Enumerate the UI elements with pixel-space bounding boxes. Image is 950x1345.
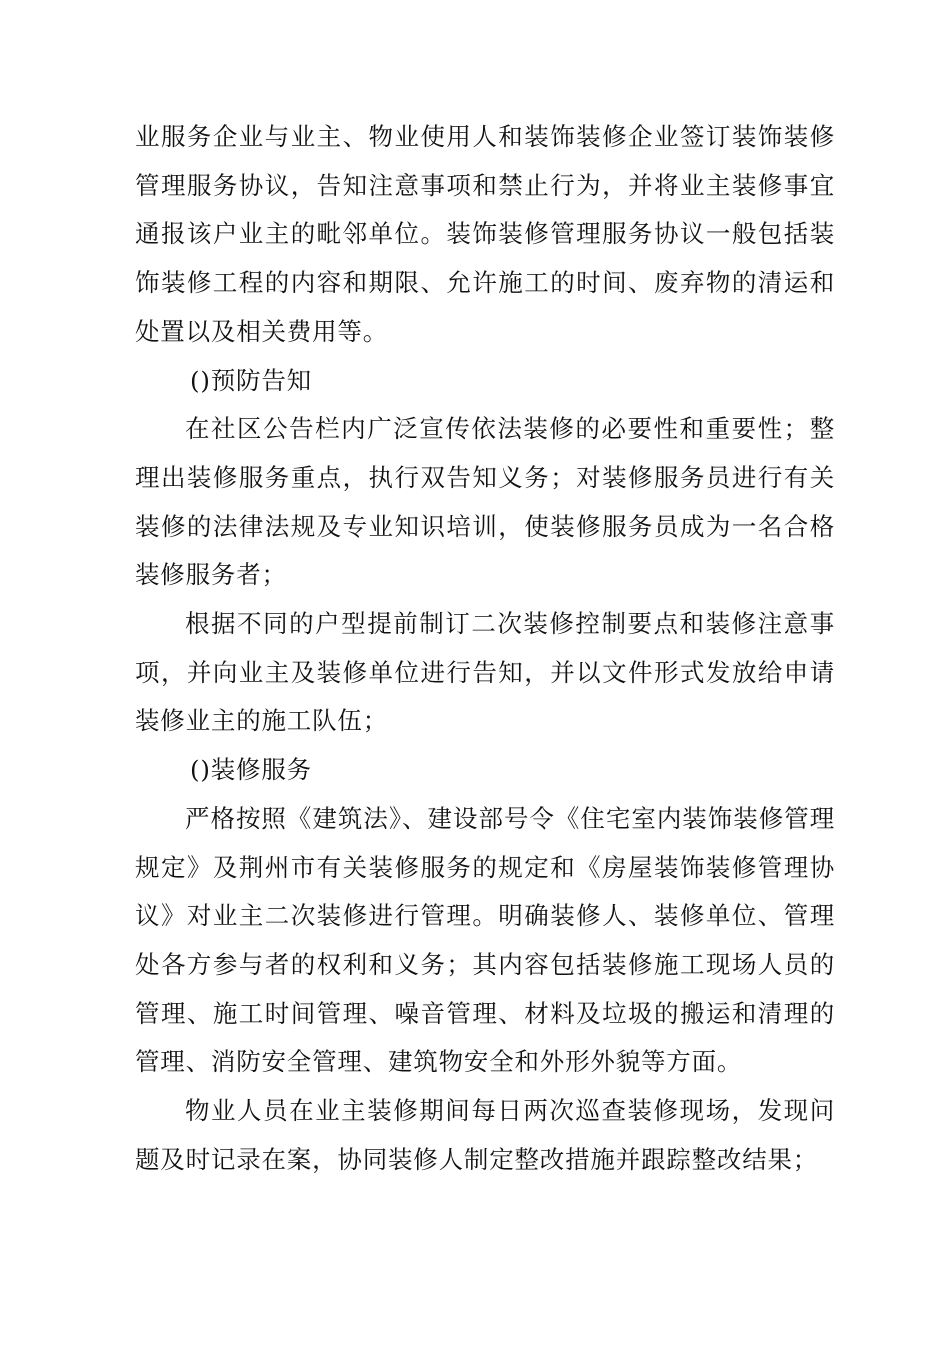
section-heading-prevention-notice: ()预防告知: [190, 365, 312, 395]
document-body: [135, 113, 835, 1184]
paragraph-community-publicity: 在社区公告栏内广泛宣传依法装修的必要性和重要性；整理出装修服务重点，执行双告知义务；对装修服务员进行有关装修的法律法规及专业知识培训，使装修服务员成为一名合格装修服务者；: [135, 414, 835, 590]
paragraph-regulations: 严格按照《建筑法》、建设部号令《住宅室内装饰装修管理规定》及荆州市有关装修服务的规定和《房屋装饰装修管理协议》对业主二次装修进行管理。明确装修人、装修单位、管理处各方参与者的权利和义务；其内容包括装修施工现场人员的管理、施工时间管理、噪音管理、材料及垃圾的搬运和清理的管理、消防安全管理、建筑物安全和外形外貌等方面。: [135, 803, 835, 1077]
paragraph-daily-inspection: 物业人员在业主装修期间每日两次巡查装修现场，发现问题及时记录在案，协同装修人制定整改措施并跟踪整改结果；: [135, 1096, 835, 1174]
paragraph-decoration-agreement: 业服务企业与业主、物业使用人和装饰装修企业签订装饰装修管理服务协议，告知注意事项和禁止行为，并将业主装修事宜通报该户业主的毗邻单位。装饰装修管理服务协议一般包括装饰装修工程的内容和期限、允许施工的时间、废弃物的清运和处置以及相关费用等。: [135, 122, 835, 346]
section-heading-decoration-service: ()装修服务: [190, 755, 312, 785]
paragraph-control-points: 根据不同的户型提前制订二次装修控制要点和装修注意事项，并向业主及装修单位进行告知，并以文件形式发放给申请装修业主的施工队伍；: [135, 609, 835, 736]
